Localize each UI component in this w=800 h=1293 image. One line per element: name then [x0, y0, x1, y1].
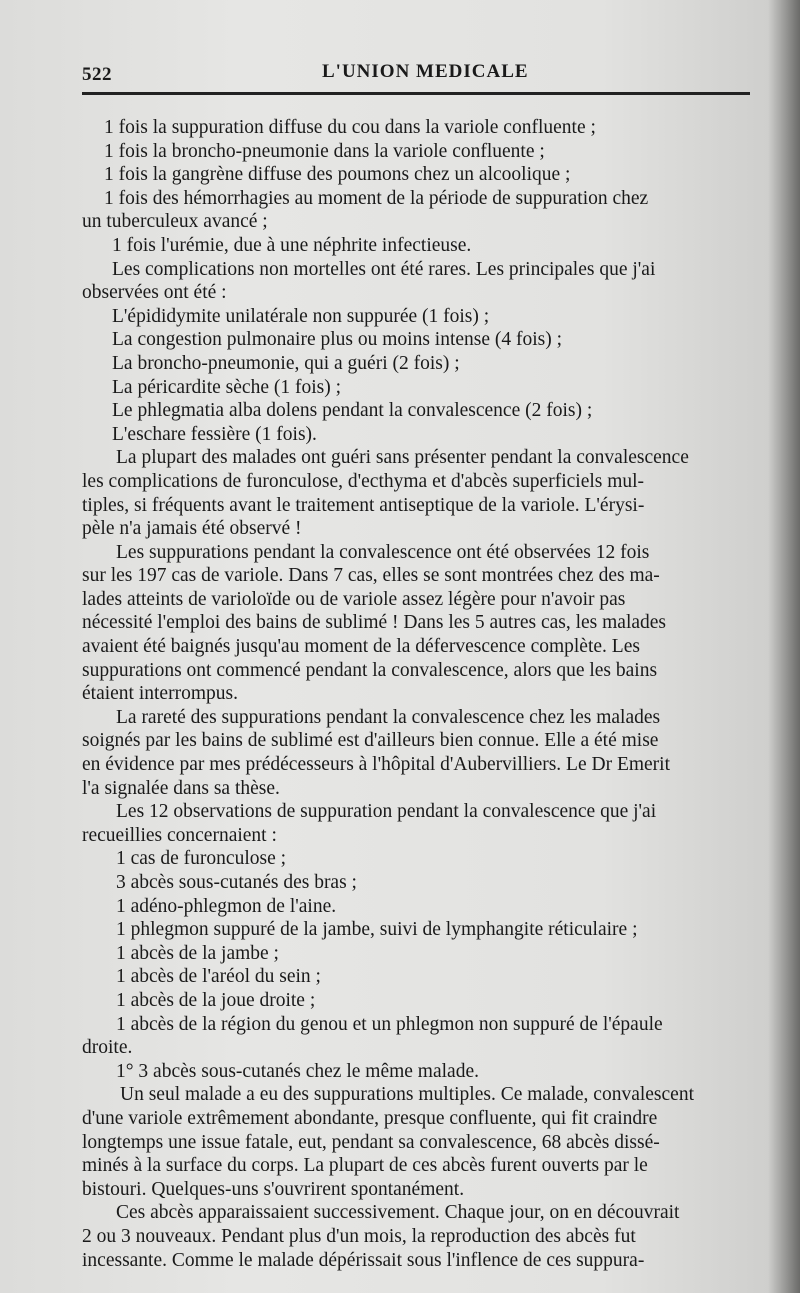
text-line: suppurations ont commencé pendant la convalescence, alors que les bains: [82, 659, 658, 681]
page-header: [82, 58, 750, 88]
text-line: tiples, si fréquents avant le traitement antiseptique de la variole. L'érysi-: [82, 494, 645, 516]
text-line: droite.: [82, 1037, 133, 1059]
text-line: Les complications non mortelles ont été rares. Les principales que j'ai: [112, 258, 656, 280]
text-line: sur les 197 cas de variole. Dans 7 cas, elles se sont montrées chez des ma-: [82, 565, 660, 587]
text-line: 1 abcès de la joue droite ;: [116, 989, 316, 1011]
text-line: l'a signalée dans sa thèse.: [82, 777, 280, 799]
text-line: La broncho-pneumonie, qui a guéri (2 fois) ;: [112, 352, 460, 374]
text-line: avaient été baignés jusqu'au moment de la défervescence complète. Les: [82, 636, 640, 658]
text-line: La rareté des suppurations pendant la convalescence chez les malades: [116, 706, 661, 728]
text-line: 1 fois des hémorrhagies au moment de la période de suppuration chez: [104, 187, 649, 209]
text-line: 1 abcès de l'aréol du sein ;: [116, 966, 321, 988]
text-line: longtemps une issue fatale, eut, pendant sa convalescence, 68 abcès dissé-: [82, 1131, 660, 1153]
text-line: 3 abcès sous-cutanés des bras ;: [116, 872, 357, 893]
text-line: 1 fois l'urémie, due à une néphrite infectieuse.: [112, 234, 472, 256]
text-line: bistouri. Quelques-uns s'ouvrirent spontanément.: [82, 1178, 465, 1200]
text-line: en évidence par mes prédécesseurs à l'hôpital d'Aubervilliers. Le Dr Emerit: [82, 754, 671, 776]
text-line: La congestion pulmonaire plus ou moins intense (4 fois) ;: [112, 329, 563, 351]
text-line: 1 phlegmon suppuré de la jambe, suivi de lymphangite réticulaire ;: [116, 919, 638, 941]
text-line: La péricardite sèche (1 fois) ;: [112, 376, 342, 398]
text-line: recueillies concernaient :: [82, 824, 277, 846]
header-rule: [82, 92, 750, 95]
text-line: 1 abcès de la région du genou et un phlegmon non suppuré de l'épaule: [116, 1013, 663, 1035]
text-line: Ces abcès apparaissaient successivement. Chaque jour, on en découvrait: [116, 1202, 680, 1224]
text-line: soignés par les bains de sublimé est d'ailleurs bien connue. Elle a été mise: [82, 730, 659, 752]
running-title: L'UNION MEDICALE: [322, 61, 529, 82]
text-line: un tuberculeux avancé ;: [82, 211, 268, 233]
text-line: Un seul malade a eu des suppurations multiples. Ce malade, convalescent: [120, 1084, 695, 1106]
text-line: 1 fois la broncho-pneumonie dans la variole confluente ;: [104, 140, 545, 162]
text-line: 1 adéno-phlegmon de l'aine.: [116, 895, 337, 917]
text-line: nécessité l'emploi des bains de sublimé ! Dans les 5 autres cas, les malades: [82, 612, 667, 634]
text-line: 1 cas de furonculose ;: [116, 848, 287, 870]
text-line: étaient interrompus.: [82, 683, 238, 705]
text-line: 1 fois la suppuration diffuse du cou dans la variole confluente ;: [104, 117, 596, 138]
text-line: La plupart des malades ont guéri sans présenter pendant la convalescence: [116, 447, 689, 469]
text-line: lades atteints de varioloïde ou de variole assez légère pour n'avoir pas: [82, 588, 626, 610]
page-number: 522: [82, 64, 112, 85]
text-line: observées ont été :: [82, 282, 227, 304]
text-line: minés à la surface du corps. La plupart de ces abcès furent ouverts par le: [82, 1155, 648, 1177]
text-line: L'épididymite unilatérale non suppurée (1 fois) ;: [112, 305, 490, 327]
body-text: [82, 116, 766, 1272]
text-line: Le phlegmatia alba dolens pendant la convalescence (2 fois) ;: [112, 400, 593, 422]
text-line: d'une variole extrêmement abondante, presque confluente, qui fit craindre: [82, 1107, 658, 1129]
text-line: Les suppurations pendant la convalescence ont été observées 12 fois: [116, 541, 650, 563]
text-line: incessante. Comme le malade dépérissait sous l'inflence de ces suppura-: [82, 1249, 645, 1271]
text-line: 2 ou 3 nouveaux. Pendant plus d'un mois, la reproduction des abcès fut: [82, 1225, 636, 1247]
text-line: Les 12 observations de suppuration pendant la convalescence que j'ai: [116, 801, 657, 823]
text-line: les complications de furonculose, d'ecthyma et d'abcès superficiels mul-: [82, 470, 645, 492]
text-line: L'eschare fessière (1 fois).: [112, 423, 317, 445]
text-line: 1 fois la gangrène diffuse des poumons chez un alcoolique ;: [104, 164, 571, 186]
text-line: pèle n'a jamais été observé !: [82, 518, 302, 540]
text-line: 1° 3 abcès sous-cutanés chez le même malade.: [116, 1060, 479, 1082]
text-line: 1 abcès de la jambe ;: [116, 942, 279, 964]
